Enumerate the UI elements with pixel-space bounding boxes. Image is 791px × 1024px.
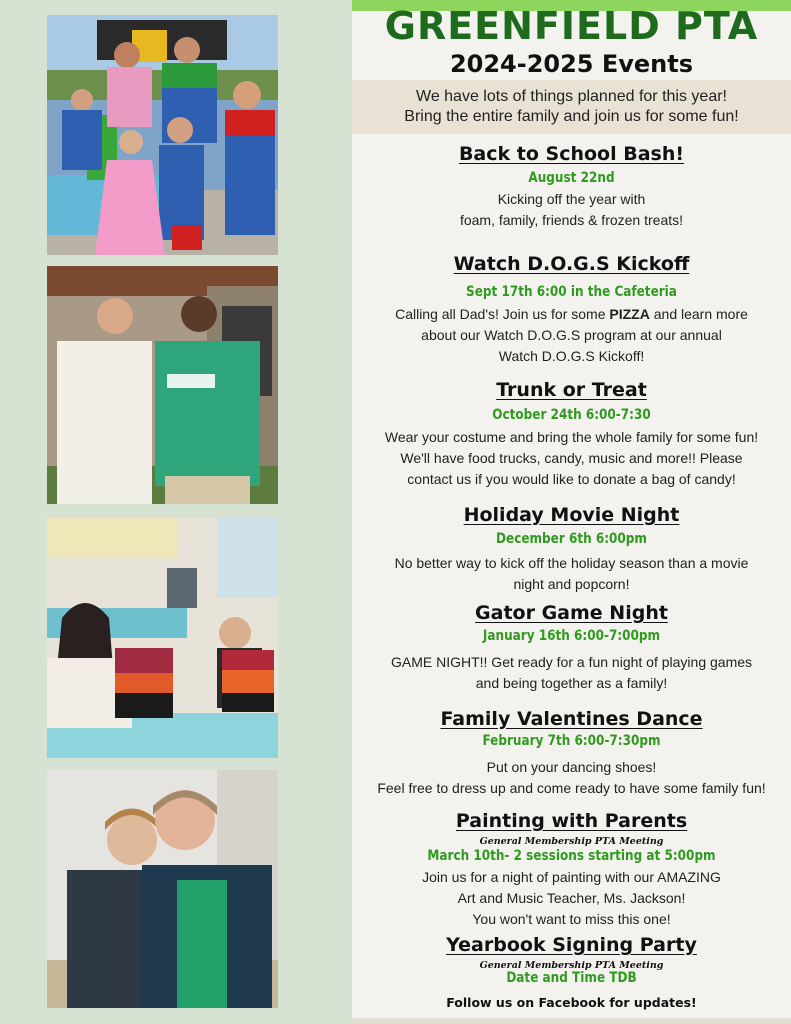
page-title: GREENFIELD PTA: [384, 4, 759, 48]
event-subtitle: General Membership PTA Meeting: [479, 960, 664, 971]
event-description: [352, 189, 791, 231]
event-date: August 22nd: [528, 170, 615, 186]
event-title: Back to School Bash!: [458, 143, 685, 165]
photo-watch-dogs-men: [47, 266, 278, 504]
event-line: contact us if you would like to donate a bag of candy!: [407, 471, 736, 487]
pizza-emphasis: PIZZA: [609, 306, 650, 322]
event-date: March 10th- 2 sessions starting at 5:00pm: [427, 848, 716, 864]
event-title: Yearbook Signing Party: [446, 934, 697, 956]
event-line: Wear your costume and bring the whole family for some fun!: [384, 429, 759, 445]
events-panel: [352, 0, 791, 1024]
event-title: Gator Game Night: [475, 602, 668, 624]
event-description: [352, 427, 791, 490]
photo-column: [0, 0, 352, 1024]
intro-line: We have lots of things planned for this year!: [416, 88, 727, 105]
intro-band: [352, 80, 791, 134]
event-line: Watch D.O.G.S Kickoff!: [498, 348, 645, 364]
event-date: October 24th 6:00-7:30: [492, 407, 651, 423]
facebook-note: Follow us on Facebook for updates!: [446, 995, 697, 1010]
event-line: Put on your dancing shoes!: [486, 759, 657, 775]
event-line: Join us for a night of painting with our AMAZING: [422, 869, 721, 885]
intro-line: Bring the entire family and join us for some fun!: [404, 108, 739, 125]
event-line: Kicking off the year with: [497, 191, 646, 207]
event-line: Calling all Dad's! Join us for some PIZZA and learn more: [395, 306, 748, 322]
event-date: Date and Time TDB: [506, 970, 637, 986]
event-date: December 6th 6:00pm: [496, 531, 647, 547]
event-line: You won't want to miss this one!: [472, 911, 671, 927]
event-line: GAME NIGHT!! Get ready for a fun night of playing games: [390, 654, 753, 670]
event-line: Feel free to dress up and come ready to have some family fun!: [377, 780, 766, 796]
page-subtitle: 2024-2025 Events: [449, 50, 694, 78]
event-description: [352, 652, 791, 694]
event-description: [352, 553, 791, 595]
event-title: Family Valentines Dance: [440, 708, 703, 730]
event-line: No better way to kick off the holiday season than a movie: [394, 555, 749, 571]
event-line: night and popcorn!: [513, 576, 630, 592]
event-date: February 7th 6:00-7:30pm: [482, 733, 661, 749]
event-line: foam, family, friends & frozen treats!: [459, 212, 684, 228]
event-title: Holiday Movie Night: [463, 504, 680, 526]
event-description: [352, 867, 791, 930]
event-title: Trunk or Treat: [496, 379, 647, 401]
event-line: We'll have food trucks, candy, music and more!! Please: [400, 450, 743, 466]
event-title: Watch D.O.G.S Kickoff: [453, 253, 690, 275]
bottom-bar: [352, 1018, 791, 1024]
photo-painting-night: [47, 518, 278, 758]
event-description: [352, 757, 791, 799]
event-description: [352, 304, 791, 367]
event-date: January 16th 6:00-7:00pm: [482, 628, 661, 644]
event-line: Art and Music Teacher, Ms. Jackson!: [457, 890, 686, 906]
photo-father-son: [47, 770, 278, 1008]
event-line: about our Watch D.O.G.S program at our annual: [421, 327, 722, 343]
event-line: and being together as a family!: [475, 675, 668, 691]
event-title: Painting with Parents: [455, 810, 688, 832]
event-subtitle: General Membership PTA Meeting: [479, 836, 664, 847]
event-date: Sept 17th 6:00 in the Cafeteria: [466, 284, 677, 300]
photo-costume-family: [47, 15, 278, 255]
